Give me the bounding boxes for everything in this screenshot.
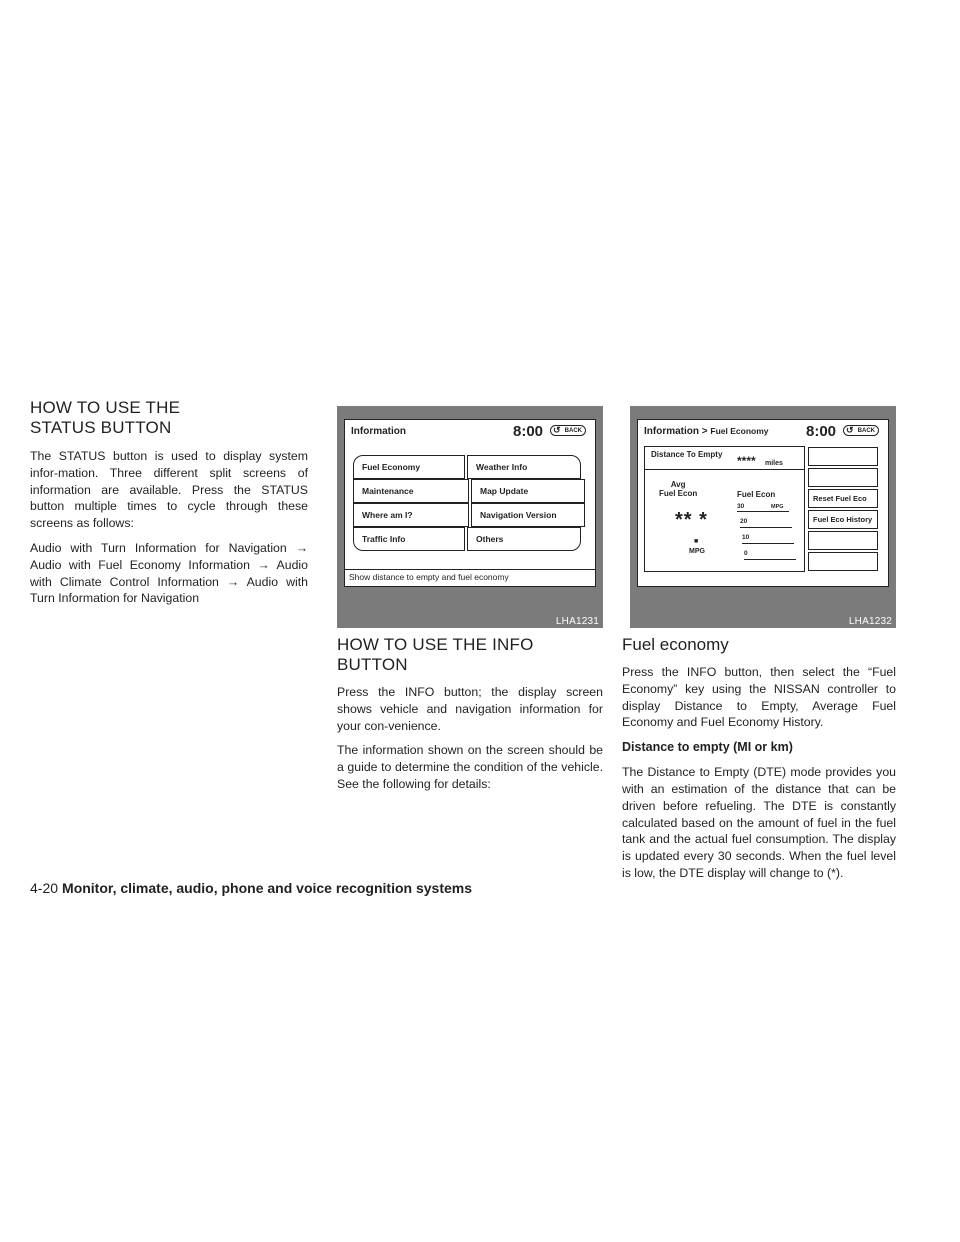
- screen-header: [638, 420, 888, 442]
- screen-title: Information > Fuel Economy: [644, 426, 769, 437]
- info-section: [337, 635, 603, 793]
- figure-label: LHA1232: [848, 616, 892, 627]
- back-arrow-icon: ↺: [846, 425, 854, 435]
- scale-tick-30: 30: [737, 503, 745, 510]
- dte-unit: miles: [765, 460, 783, 467]
- side-button-6[interactable]: [808, 552, 878, 571]
- menu-item-fuel-economy[interactable]: [353, 455, 465, 479]
- section-heading-fuel-economy: Fuel economy: [622, 635, 729, 654]
- scale-unit: MPG: [771, 504, 784, 510]
- menu-item-label: Where am I?: [362, 510, 413, 520]
- menu-item-maintenance[interactable]: [353, 479, 469, 503]
- scale-line: [740, 527, 792, 528]
- menu-item-navigation-version[interactable]: [471, 503, 585, 527]
- scale-tick-20: 20: [740, 518, 748, 525]
- info-paragraph-1: Press the INFO button; the display screen shows vehicle and navigation information for your con-venience.: [337, 685, 603, 733]
- figure-label: LHA1231: [555, 616, 599, 627]
- menu-item-where-am-i[interactable]: [353, 503, 469, 527]
- section-heading-info: HOW TO USE THE INFO BUTTON: [337, 635, 534, 674]
- menu-item-label: Fuel Economy: [362, 462, 421, 472]
- scale-tick-0: 0: [744, 550, 748, 557]
- fuel-economy-section: [622, 635, 896, 882]
- figure-information-screen: [337, 406, 603, 628]
- menu-item-map-update[interactable]: [471, 479, 585, 503]
- figure-fuel-economy-screen: [630, 406, 896, 628]
- info-paragraph-2: The information shown on the screen should be a guide to determine the condition of the vehicle. See the following for details:: [337, 743, 603, 791]
- chapter-title: Monitor, climate, audio, phone and voice recognition systems: [62, 880, 472, 896]
- side-button-2[interactable]: [808, 468, 878, 487]
- dte-subheading: Distance to empty (MI or km): [622, 740, 793, 755]
- back-button[interactable]: [550, 425, 586, 436]
- back-button-label: BACK: [857, 428, 875, 434]
- page-number: 4-20: [30, 880, 59, 896]
- side-button-5[interactable]: [808, 531, 878, 550]
- back-button[interactable]: [843, 425, 879, 436]
- menu-item-label: Map Update: [480, 486, 529, 496]
- scale-line: [742, 543, 794, 544]
- fuel-economy-paragraph-1: Press the INFO button, then select the “Fuel Economy” key using the NISSAN controller to display Distance to Empty, Average Fuel Economy and Fuel Economy History.: [622, 665, 896, 730]
- menu-item-others[interactable]: [467, 527, 581, 551]
- avg-unit-mark: ■: [694, 538, 699, 545]
- fuel-economy-panel: [644, 446, 805, 572]
- dte-row: [645, 447, 804, 470]
- dte-value: ****: [737, 454, 756, 468]
- avg-fuel-econ-label: Avg Fuel Econ: [659, 480, 698, 498]
- menu-item-label: Navigation Version: [480, 510, 557, 520]
- status-bar: Show distance to empty and fuel economy: [345, 569, 595, 586]
- back-arrow-icon: ↺: [553, 425, 561, 435]
- section-heading-status: HOW TO USE THE STATUS BUTTON: [30, 398, 181, 437]
- screen-title: Information: [351, 426, 406, 437]
- back-button-label: BACK: [564, 428, 582, 434]
- information-screen: [344, 419, 596, 587]
- status-section: [30, 398, 308, 607]
- menu-item-weather-info[interactable]: [467, 455, 581, 479]
- menu-item-label: Traffic Info: [362, 534, 406, 544]
- fuel-economy-paragraph-2: The Distance to Empty (DTE) mode provides you with an estimation of the distance that can be driven before refueling. The DTE is constantly calculated based on the amount of fuel in the fuel tank and the actual fuel consumption. The display is updated every 30 seconds. When the fuel level is low, the DTE display will change to (*).: [622, 765, 896, 880]
- menu-item-label: Others: [476, 534, 504, 544]
- status-paragraph-1: The STATUS button is used to display system infor-mation. Three different split screens of information are available. Press the STATUS button multiple times to cycle through these screens as follows:: [30, 449, 308, 531]
- scale-line: [744, 559, 796, 560]
- status-paragraph-2: Audio with Turn Information for Navigation → Audio with Fuel Economy Information → Audio with Climate Control Information → Audio with Turn Information for Navigation: [30, 540, 308, 606]
- fuel-eco-history-button[interactable]: Fuel Eco History: [808, 510, 878, 529]
- fuel-economy-screen: [637, 419, 889, 587]
- avg-fuel-econ-value: ** *: [675, 509, 708, 531]
- menu-item-label: Maintenance: [362, 486, 414, 496]
- clock: 8:00: [513, 423, 544, 440]
- screen-subtitle: Fuel Economy: [710, 426, 769, 436]
- avg-unit: MPG: [689, 548, 705, 555]
- fuel-econ-label: Fuel Econ: [737, 490, 776, 499]
- dte-label: Distance To Empty: [651, 450, 723, 459]
- scale-tick-10: 10: [742, 534, 750, 541]
- reset-fuel-eco-button[interactable]: Reset Fuel Eco: [808, 489, 878, 508]
- menu-item-traffic-info[interactable]: [353, 527, 465, 551]
- menu-item-label: Weather Info: [476, 462, 528, 472]
- scale-line: [737, 511, 789, 512]
- side-button-1[interactable]: [808, 447, 878, 466]
- page-footer: [30, 880, 472, 896]
- clock: 8:00: [806, 423, 837, 440]
- screen-header: [345, 420, 595, 442]
